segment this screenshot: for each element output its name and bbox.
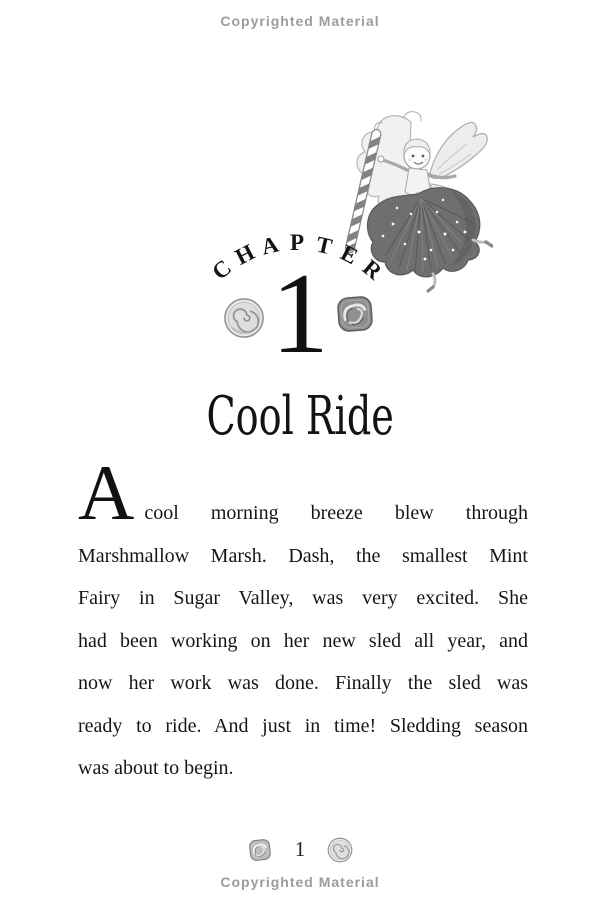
chapter-arc-letter: A [258, 231, 281, 260]
paragraph-line-text: cool morning breeze blew through [144, 502, 528, 524]
paragraph-line: ready to ride. And just in time! Sledding season [78, 714, 528, 737]
copyright-notice-top: Copyrighted Material [220, 13, 380, 29]
square-candy-icon [334, 293, 377, 336]
raised-initial-cap: A [78, 449, 135, 536]
chapter-arc-letter: P [289, 230, 305, 255]
paragraph-line: Marshmallow Marsh. Dash, the smallest Mint [78, 544, 528, 567]
page-number: 1 [294, 837, 306, 861]
round-swirl-candy-icon [223, 297, 265, 339]
chapter-arc-letter: E [336, 239, 362, 270]
paragraph-line: Fairy in Sugar Valley, was very excited. She [78, 587, 528, 609]
chapter-arc-letter: H [231, 239, 259, 270]
copyright-notice-bottom: Copyrighted Material [220, 874, 380, 890]
story-paragraph [78, 449, 528, 790]
chapter-arc-letter: C [207, 254, 237, 285]
chapter-number: 1 [271, 250, 329, 377]
chapter-arc-letter: R [357, 254, 387, 285]
chapter-arc-letter: T [313, 231, 335, 260]
footer-round-candy-icon [327, 837, 353, 863]
chapter-title-text: Cool Ride [206, 386, 394, 447]
chapter-title [0, 387, 600, 447]
paragraph-line: was about to begin. [78, 757, 234, 779]
paragraph-line [78, 449, 528, 536]
paragraph-line: now her work was done. Finally the sled was [78, 672, 528, 694]
paragraph-line: had been working on her new sled all year, and [78, 629, 528, 652]
